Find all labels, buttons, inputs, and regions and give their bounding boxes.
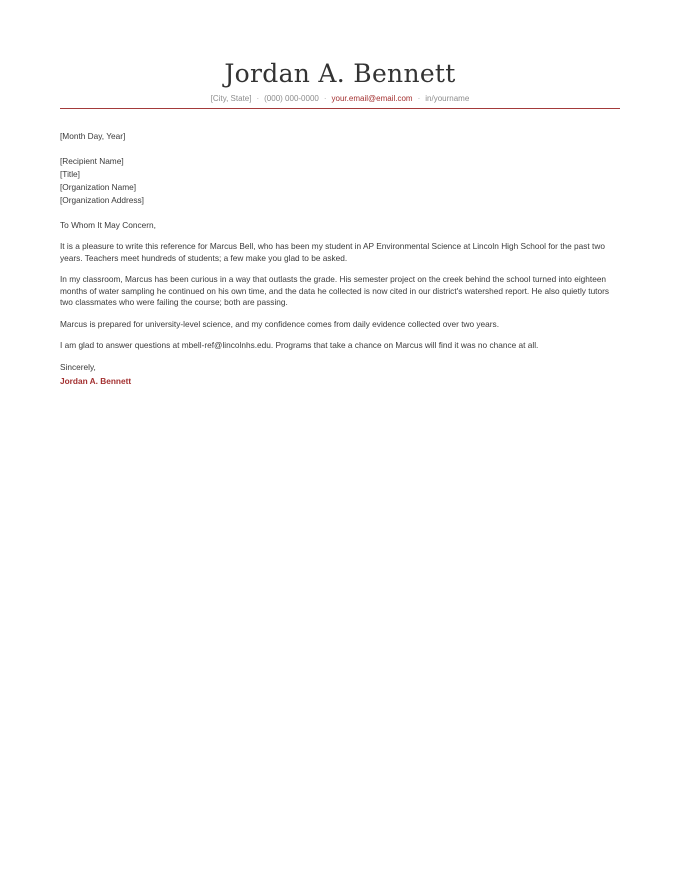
body-paragraph: In my classroom, Marcus has been curious in a way that outlasts the grade. His semester project on the creek behind the school turned into eighteen months of water sampling he continued on his own time, and the data he collected is now cited in our district's watershed report. He also quietly tutors two classmates who were failing the course; both are passing. bbox=[60, 274, 610, 308]
salutation: To Whom It May Concern, bbox=[60, 219, 156, 230]
contact-location: [City, State] bbox=[210, 94, 252, 103]
contact-separator: · bbox=[417, 94, 421, 103]
contact-separator: · bbox=[323, 94, 327, 103]
body-paragraph: It is a pleasure to write this reference for Marcus Bell, who has been my student in AP Environmental Science at Lincoln High School for the past two years. Teachers meet hundreds of students; a few make you glad to be asked. bbox=[60, 241, 605, 263]
contact-email-link[interactable]: your.email@email.com bbox=[331, 94, 413, 103]
recipient-address: [Organization Address] bbox=[60, 195, 144, 206]
contact-line bbox=[60, 93, 620, 104]
letterhead bbox=[60, 58, 620, 104]
header-divider bbox=[60, 108, 620, 109]
sender-name: Jordan A. Bennett bbox=[224, 59, 456, 88]
body-paragraph: Marcus is prepared for university-level science, and my confidence comes from daily evidence collected over two years. bbox=[60, 318, 500, 329]
letter-date: [Month Day, Year] bbox=[60, 131, 126, 141]
closing: Sincerely, bbox=[60, 361, 96, 372]
letter-body bbox=[60, 131, 620, 388]
recipient-organization: [Organization Name] bbox=[60, 182, 137, 193]
contact-separator: · bbox=[256, 94, 260, 103]
body-paragraph: I am glad to answer questions at mbell-ref@lincolnhs.edu. Programs that take a chance on Marcus will find it was no chance at all. bbox=[60, 340, 539, 351]
contact-phone: (000) 000-0000 bbox=[264, 94, 319, 103]
contact-linkedin: in/yourname bbox=[425, 94, 470, 103]
recipient-name: [Recipient Name] bbox=[60, 155, 124, 166]
recipient-title: [Title] bbox=[60, 168, 80, 179]
recipient-block bbox=[60, 155, 620, 208]
signature: Jordan A. Bennett bbox=[60, 376, 132, 387]
